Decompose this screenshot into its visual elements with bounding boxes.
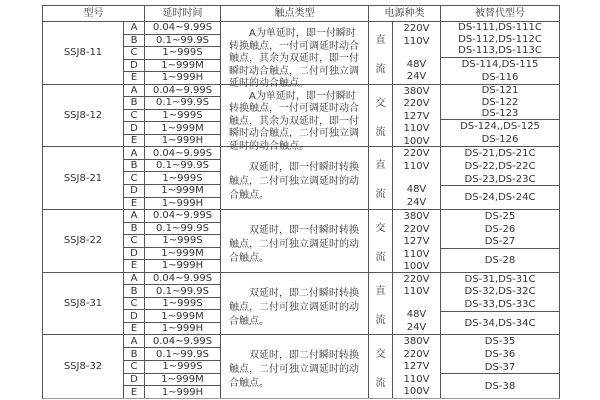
voltage: 24V	[406, 71, 427, 83]
variant-letter: A	[124, 22, 144, 35]
delay-range: 0.1~99.9S	[145, 348, 220, 361]
delay-range: 0.04~9.99S	[145, 210, 220, 223]
variant-letter: B	[124, 35, 144, 48]
contact-description: A为单延时，即一付瞬时转换触点，一付可调延时动合触点，其余为双延时，即一付瞬时动合触点，二付可独立调延时的动合触点。	[221, 22, 369, 84]
delay-range: 1~999H	[161, 386, 204, 398]
relay-spec-table	[42, 5, 560, 399]
power-type-char: 直	[375, 160, 386, 172]
variant-letter: D	[124, 374, 144, 387]
voltage: 110V	[403, 286, 430, 298]
delay-range: 0.04~9.99S	[145, 273, 220, 286]
variant-letter: D	[124, 122, 144, 135]
variant-letters	[124, 210, 145, 272]
power-type	[369, 85, 393, 147]
model-group	[43, 147, 559, 210]
variant-letter: B	[124, 97, 144, 110]
contact-description: 双延时，即一付瞬时转换触点，二付可独立调延时的动合触点。	[221, 210, 369, 272]
voltage: 220V	[403, 223, 430, 235]
model-name: SSJ8-31	[43, 273, 124, 335]
replacement-model: DS-123	[481, 108, 519, 120]
delay-ranges	[145, 147, 221, 209]
replacement-model: DS-35	[484, 336, 516, 348]
replacement-model: DS-37	[484, 361, 516, 373]
replacement-models	[441, 210, 559, 272]
power-type-char: 流	[375, 251, 386, 263]
power-type-char: 交	[375, 97, 386, 109]
replacement-bottom	[441, 58, 559, 84]
replacement-bottom	[441, 120, 559, 146]
delay-range: 1~999H	[161, 72, 204, 84]
variant-letter: D	[124, 248, 144, 261]
model-group	[43, 335, 559, 398]
variant-letter: A	[124, 273, 144, 286]
replacement-top	[441, 210, 559, 249]
replacement-model: DS-32,DS-32C	[464, 286, 536, 298]
replacement-model: DS-23,DS-23C	[464, 173, 536, 185]
variant-letters	[124, 85, 145, 147]
power-type-char: 流	[375, 314, 386, 326]
replacement-model: DS-114,DS-115	[461, 58, 539, 70]
replacement-models	[441, 335, 559, 398]
replacement-model: DS-24,DS-24C	[464, 192, 536, 204]
variant-letter: E	[130, 72, 138, 84]
voltage: 110V	[403, 248, 430, 260]
voltage: 380V	[403, 336, 430, 348]
delay-range: 1~999H	[161, 323, 204, 335]
power-type	[369, 210, 393, 272]
replacement-top	[441, 147, 559, 186]
variant-letters	[124, 335, 145, 398]
delay-range: 1~999S	[145, 47, 220, 60]
replacement-top	[441, 335, 559, 374]
power-type	[369, 147, 393, 209]
delay-range: 0.1~99.9S	[145, 285, 220, 298]
replacement-model: DS-26	[484, 223, 516, 235]
variant-letter: C	[124, 110, 144, 123]
voltage: 380V	[403, 85, 430, 97]
replacement-top	[441, 273, 559, 312]
variant-letter: B	[124, 285, 144, 298]
replacement-top	[441, 85, 559, 121]
replacement-model: DS-22,DS-22C	[464, 160, 536, 172]
delay-ranges	[145, 85, 221, 147]
table-header	[43, 6, 559, 22]
replacement-model: DS-31,DS-31C	[464, 273, 536, 285]
voltage: 220V	[403, 23, 430, 34]
power-type	[369, 22, 393, 84]
model-group	[43, 273, 559, 336]
replacement-model: DS-116	[481, 71, 519, 83]
voltages	[393, 22, 441, 84]
voltage: 220V	[403, 98, 430, 110]
model-name: SSJ8-21	[43, 147, 124, 209]
replacement-model: DS-113,DS-113C	[458, 45, 542, 57]
power-type-char: 交	[375, 348, 386, 360]
replacement-bottom	[441, 374, 559, 398]
delay-range: 1~999H	[161, 197, 204, 209]
model-name: SSJ8-32	[43, 335, 124, 398]
contact-description: 双延时，即一付瞬时转换触点，二付可独立调延时的动合触点。	[221, 147, 369, 209]
power-type-char: 直	[375, 34, 386, 46]
header-delay: 延时时间	[145, 6, 221, 21]
replacement-model: DS-126	[481, 134, 519, 146]
replacement-model: DS-112,DS-112C	[458, 33, 542, 45]
delay-range: 1~999H	[161, 135, 204, 147]
variant-letters	[124, 22, 145, 84]
variant-letters	[124, 273, 145, 335]
delay-range: 1~999H	[161, 260, 204, 272]
delay-range: 0.04~9.99S	[145, 85, 220, 98]
variant-letter: C	[124, 235, 144, 248]
delay-range: 0.04~9.99S	[145, 22, 220, 35]
voltage: 110V	[403, 123, 430, 135]
replacement-model: DS-21,DS-21C	[464, 148, 536, 160]
model-name: SSJ8-12	[43, 85, 124, 147]
delay-range: 0.1~99.9S	[145, 97, 220, 110]
delay-ranges	[145, 210, 221, 272]
header-replacement: 被替代型号	[475, 8, 525, 19]
voltages	[393, 210, 441, 272]
header-model: 型号	[43, 6, 145, 21]
variant-letter: E	[130, 323, 138, 335]
voltage: 380V	[403, 211, 430, 223]
voltage: 220V	[403, 148, 430, 160]
voltage: 127V	[403, 110, 430, 122]
delay-range: 1~999M	[145, 122, 220, 135]
delay-range: 1~999M	[145, 185, 220, 198]
model-group	[43, 84, 559, 152]
replacement-model: DS-111,DS-111C	[458, 22, 542, 34]
variant-letter: C	[124, 47, 144, 60]
power-type-char: 交	[375, 222, 386, 234]
replacement-top	[441, 22, 559, 58]
model-group	[43, 22, 559, 89]
voltage: 24V	[406, 196, 427, 208]
voltage: 48V	[406, 309, 427, 321]
variant-letter: D	[124, 185, 144, 198]
replacement-models	[441, 273, 559, 335]
voltage: 110V	[403, 373, 430, 385]
replacement-models	[441, 22, 559, 84]
delay-range: 1~999S	[145, 110, 220, 123]
replacement-model: DS-27	[484, 236, 516, 248]
voltage: 100V	[403, 386, 430, 398]
power-type-char: 流	[375, 189, 386, 201]
delay-range: 0.04~9.99S	[145, 335, 220, 348]
power-type-char: 流	[375, 126, 386, 138]
voltage: 110V	[403, 160, 430, 172]
variant-letter: C	[124, 172, 144, 185]
variant-letter: A	[124, 147, 144, 160]
replacement-model: DS-124,,DS-125	[460, 121, 540, 133]
replacement-model: DS-36	[484, 348, 516, 360]
delay-ranges	[145, 273, 221, 335]
delay-range: 1~999M	[145, 60, 220, 73]
replacement-bottom	[441, 312, 559, 335]
header-contact: 触点类型	[221, 6, 369, 21]
delay-range: 1~999S	[145, 298, 220, 311]
voltages	[393, 273, 441, 335]
replacement-bottom	[441, 186, 559, 209]
voltage: 100V	[403, 261, 430, 273]
voltage: 127V	[403, 361, 430, 373]
delay-ranges	[145, 22, 221, 84]
delay-range: 0.04~9.99S	[145, 147, 220, 160]
variant-letter: B	[124, 160, 144, 173]
contact-description: 双延时，即二付瞬时转换触点，二付可独立调延时的动合触点。	[221, 273, 369, 335]
contact-description: A为单延时，即一付瞬时转换触点，一付可调延时动合触点，其余为双延时，即一付瞬时动合触点，二付可独立调延时的动合触点。	[221, 85, 369, 147]
model-group	[43, 210, 559, 273]
variant-letter: A	[124, 85, 144, 98]
delay-range: 0.1~99.9S	[145, 160, 220, 173]
delay-range: 1~999S	[145, 235, 220, 248]
variant-letter: B	[124, 348, 144, 361]
voltage: 220V	[403, 273, 430, 285]
variant-letter: E	[130, 386, 138, 398]
variant-letter: C	[124, 298, 144, 311]
voltage: 220V	[403, 348, 430, 360]
variant-letter: D	[124, 60, 144, 73]
variant-letter: A	[124, 210, 144, 223]
delay-range: 1~999M	[145, 248, 220, 261]
variant-letters	[124, 147, 145, 209]
voltage: 48V	[406, 58, 427, 70]
delay-range: 1~999M	[145, 374, 220, 387]
variant-letter: C	[124, 361, 144, 374]
delay-range: 1~999S	[145, 172, 220, 185]
model-name: SSJ8-22	[43, 210, 124, 272]
variant-letter: D	[124, 310, 144, 323]
voltage: 48V	[406, 184, 427, 196]
replacement-model: DS-33,DS-33C	[464, 298, 536, 310]
delay-range: 0.1~99.9S	[145, 223, 220, 236]
delay-ranges	[145, 335, 221, 398]
replacement-model: DS-34,DS-34C	[464, 317, 536, 329]
voltage: 100V	[403, 135, 430, 147]
contact-description: 双延时，即二付瞬时转换触点，二付可独立调延时的动合触点。	[221, 335, 369, 398]
replacement-model: DS-28	[484, 254, 516, 266]
voltages	[393, 85, 441, 147]
variant-letter: E	[130, 260, 138, 272]
model-name: SSJ8-11	[43, 22, 124, 84]
header-power: 电源种类	[369, 6, 441, 21]
variant-letter: E	[130, 197, 138, 209]
variant-letter: E	[130, 135, 138, 147]
power-type-char: 直	[375, 285, 386, 297]
replacement-model: DS-121	[481, 84, 519, 96]
voltages	[393, 335, 441, 398]
delay-range: 1~999M	[145, 310, 220, 323]
power-type-char: 流	[375, 377, 386, 389]
voltage: 24V	[406, 321, 427, 333]
delay-range: 1~999S	[145, 361, 220, 374]
variant-letter: A	[124, 335, 144, 348]
power-type	[369, 335, 393, 398]
replacement-model: DS-122	[481, 96, 519, 108]
replacement-models	[441, 85, 559, 147]
voltage: 110V	[403, 35, 430, 47]
power-type-char: 流	[375, 63, 386, 75]
delay-range: 0.1~99.9S	[145, 35, 220, 48]
replacement-bottom	[441, 249, 559, 272]
replacement-models	[441, 147, 559, 209]
replacement-model: DS-38	[484, 380, 516, 392]
variant-letter: B	[124, 223, 144, 236]
voltages	[393, 147, 441, 209]
replacement-model: DS-25	[484, 210, 516, 222]
power-type	[369, 273, 393, 335]
voltage: 127V	[403, 236, 430, 248]
